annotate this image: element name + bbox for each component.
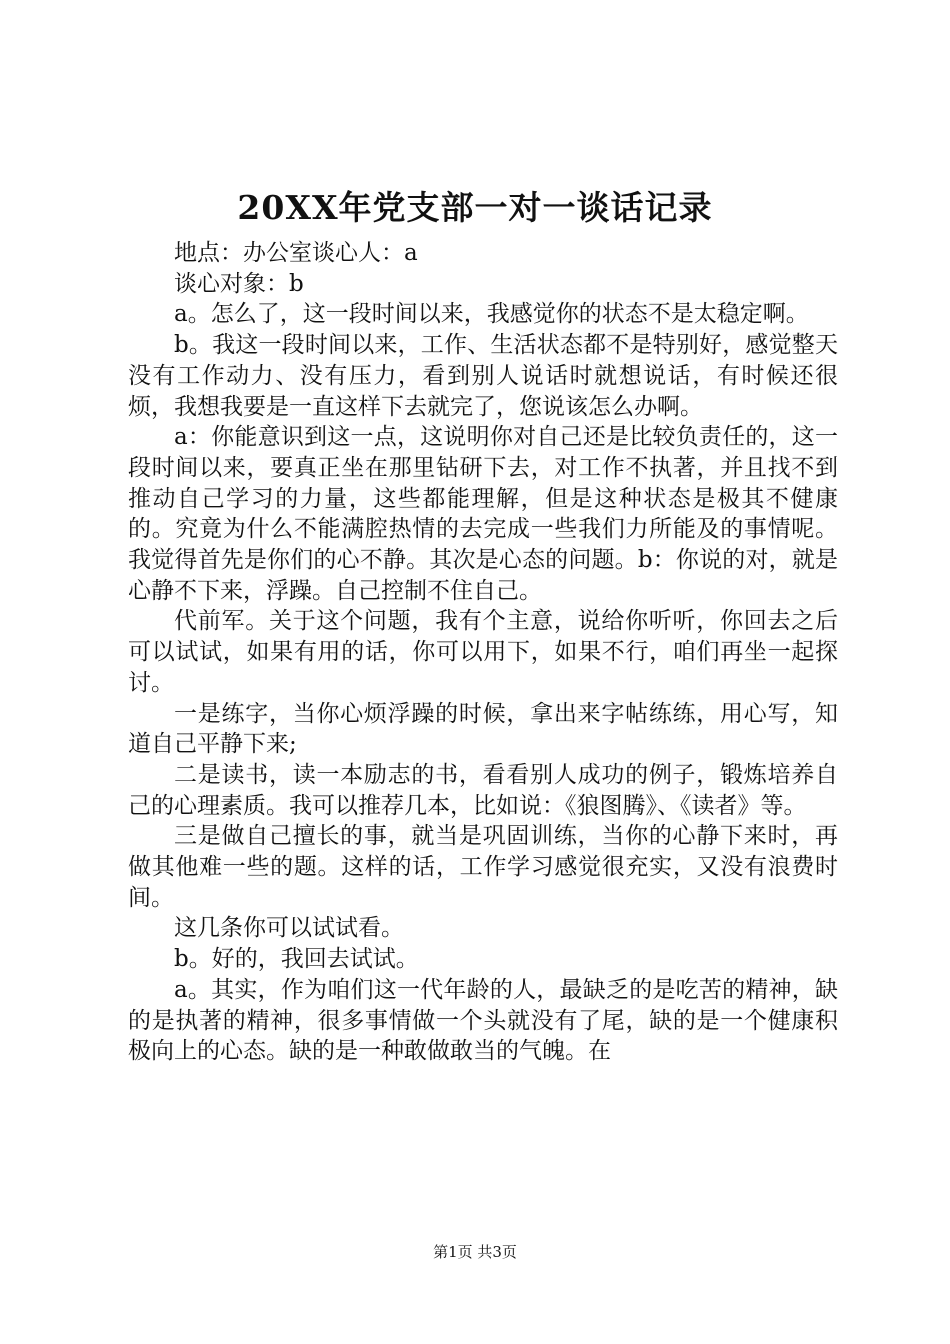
document-body: [128, 238, 838, 1067]
paragraph-interviewee: 谈心对象：b: [174, 270, 304, 297]
paragraph: 这几条你可以试试看。: [174, 915, 404, 942]
paragraph: 代前军。关于这个问题，我有个主意，说给你听听，你回去之后可以试试，如果有用的话，你可以用下，如果不行，咱们再坐一起探讨。: [128, 608, 838, 696]
paragraph: 一是练字，当你心烦浮躁的时候，拿出来字帖练练，用心写，知道自己平静下来;: [128, 700, 838, 758]
paragraph: b。好的，我回去试试。: [174, 946, 419, 973]
paragraph: a。怎么了，这一段时间以来，我感觉你的状态不是太稳定啊。: [174, 301, 809, 328]
paragraph: 二是读书，读一本励志的书，看看别人成功的例子，锻炼培养自己的心理素质。我可以推荐几本，比如说：《狼图腾》、《读者》等。: [128, 761, 838, 819]
paragraph: a。其实，作为咱们这一代年龄的人，最缺乏的是吃苦的精神，缺的是执著的精神，很多事情做一个头就没有了尾，缺的是一个健康积极向上的心态。缺的是一种敢做敢当的气魄。在: [128, 976, 838, 1065]
document-title: 20XX年党支部一对一谈话记录: [237, 188, 713, 227]
page-number-footer: 第1页 共3页: [433, 1243, 517, 1261]
paragraph: b。我这一段时间以来，工作、生活状态都不是特别好，感觉整天没有工作动力、没有压力，看到别人说话时就想说话，有时候还很烦，我想我要是一直这样下去就完了，您说该怎么办啊。: [128, 332, 838, 420]
paragraph: 三是做自己擅长的事，就当是巩固训练，当你的心静下来时，再做其他难一些的题。这样的话，工作学习感觉很充实，又没有浪费时间。: [128, 823, 838, 911]
paragraph-location: 地点：办公室谈心人：a: [174, 240, 418, 266]
paragraph: a：你能意识到这一点，这说明你对自己还是比较负责任的，这一段时间以来，要真正坐在那里钻研下去，对工作不执著，并且找不到推动自己学习的力量，这些都能理解，但是这种状态是极其不健康的。究竟为什么不能满腔热情的去完成一些我们力所能及的事情呢。我觉得首先是你们的心不静。其次是心态的问题。b：你说的对，就是心静不下来，浮躁。自己控制不住自己。: [128, 424, 838, 604]
